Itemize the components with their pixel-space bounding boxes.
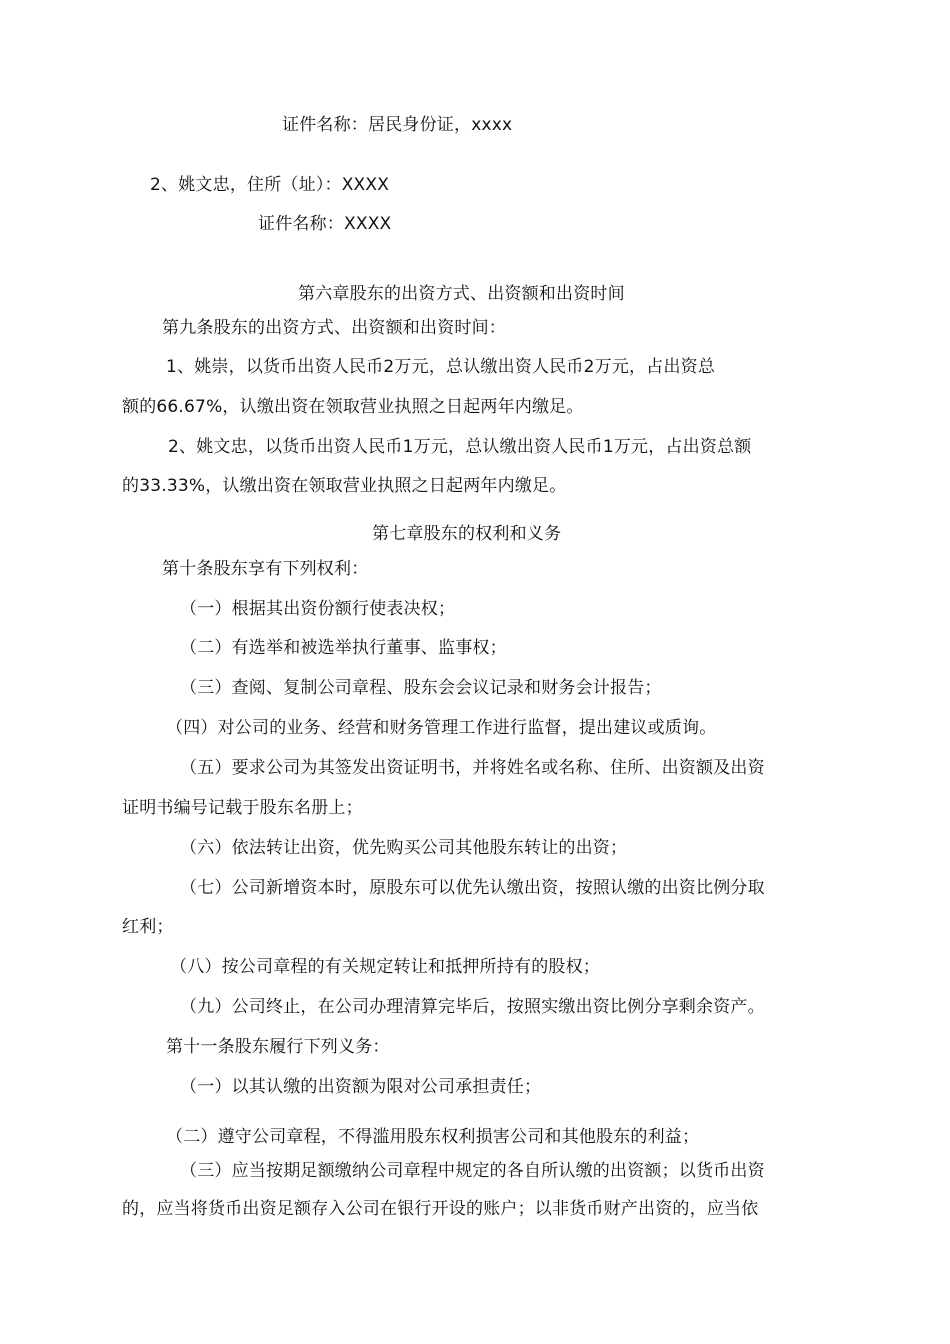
right-item-4: （四）对公司的业务、经营和财务管理工作进行监督，提出建议或质询。 (166, 718, 717, 738)
article-9-item-1-line-2: 额的66.67%，认缴出资在领取营业执照之日起两年内缴足。 (122, 397, 584, 417)
right-item-2: （二）有选举和被选举执行董事、监事权； (180, 638, 507, 658)
right-item-6: （六）依法转让出资，优先购买公司其他股东转让的出资； (180, 838, 628, 858)
article-9-item-2-line-1: 2、姚文忠，以货币出资人民币1万元，总认缴出资人民币1万元，占出资总额 (168, 437, 752, 457)
article-9-heading: 第九条股东的出资方式、出资额和出资时间： (162, 318, 506, 338)
right-item-8: （八）按公司章程的有关规定转让和抵押所持有的股权； (170, 957, 600, 977)
right-item-5-line-2: 证明书编号记载于股东名册上； (122, 798, 363, 818)
chapter-6-heading: 第六章股东的出资方式、出资额和出资时间 (298, 284, 625, 304)
right-item-7-line-1: （七）公司新增资本时，原股东可以优先认缴出资，按照认缴的出资比例分取 (180, 878, 765, 898)
article-9-item-2-line-2: 的33.33%，认缴出资在领取营业执照之日起两年内缴足。 (122, 476, 567, 496)
right-item-1: （一）根据其出资份额行使表决权； (180, 599, 456, 619)
chapter-7-heading: 第七章股东的权利和义务 (372, 524, 562, 544)
duty-item-3-line-2: 的，应当将货币出资足额存入公司在银行开设的账户；以非货币财产出资的，应当依 (122, 1199, 759, 1219)
article-11-heading: 第十一条股东履行下列义务： (166, 1037, 390, 1057)
duty-item-1: （一）以其认缴的出资额为限对公司承担责任； (180, 1077, 542, 1097)
right-item-7-line-2: 红利； (122, 917, 174, 937)
right-item-9: （九）公司终止，在公司办理清算完毕后，按照实缴出资比例分享剩余资产。 (180, 997, 765, 1017)
duty-item-3-line-1: （三）应当按期足额缴纳公司章程中规定的各自所认缴的出资额；以货币出资 (180, 1161, 765, 1181)
right-item-5-line-1: （五）要求公司为其签发出资证明书，并将姓名或名称、住所、出资额及出资 (180, 758, 765, 778)
id-document-line-2: 证件名称：XXXX (258, 214, 392, 234)
id-document-line-1: 证件名称：居民身份证，xxxx (282, 115, 513, 135)
duty-item-2: （二）遵守公司章程，不得滥用股东权利损害公司和其他股东的利益； (166, 1127, 700, 1147)
shareholder-2-address-line: 2、姚文忠，住所（址）：XXXX (150, 175, 390, 195)
article-10-heading: 第十条股东享有下列权利： (162, 559, 369, 579)
right-item-3: （三）查阅、复制公司章程、股东会会议记录和财务会计报告； (180, 678, 662, 698)
article-9-item-1-line-1: 1、姚崇，以货币出资人民币2万元，总认缴出资人民币2万元，占出资总 (166, 357, 716, 377)
